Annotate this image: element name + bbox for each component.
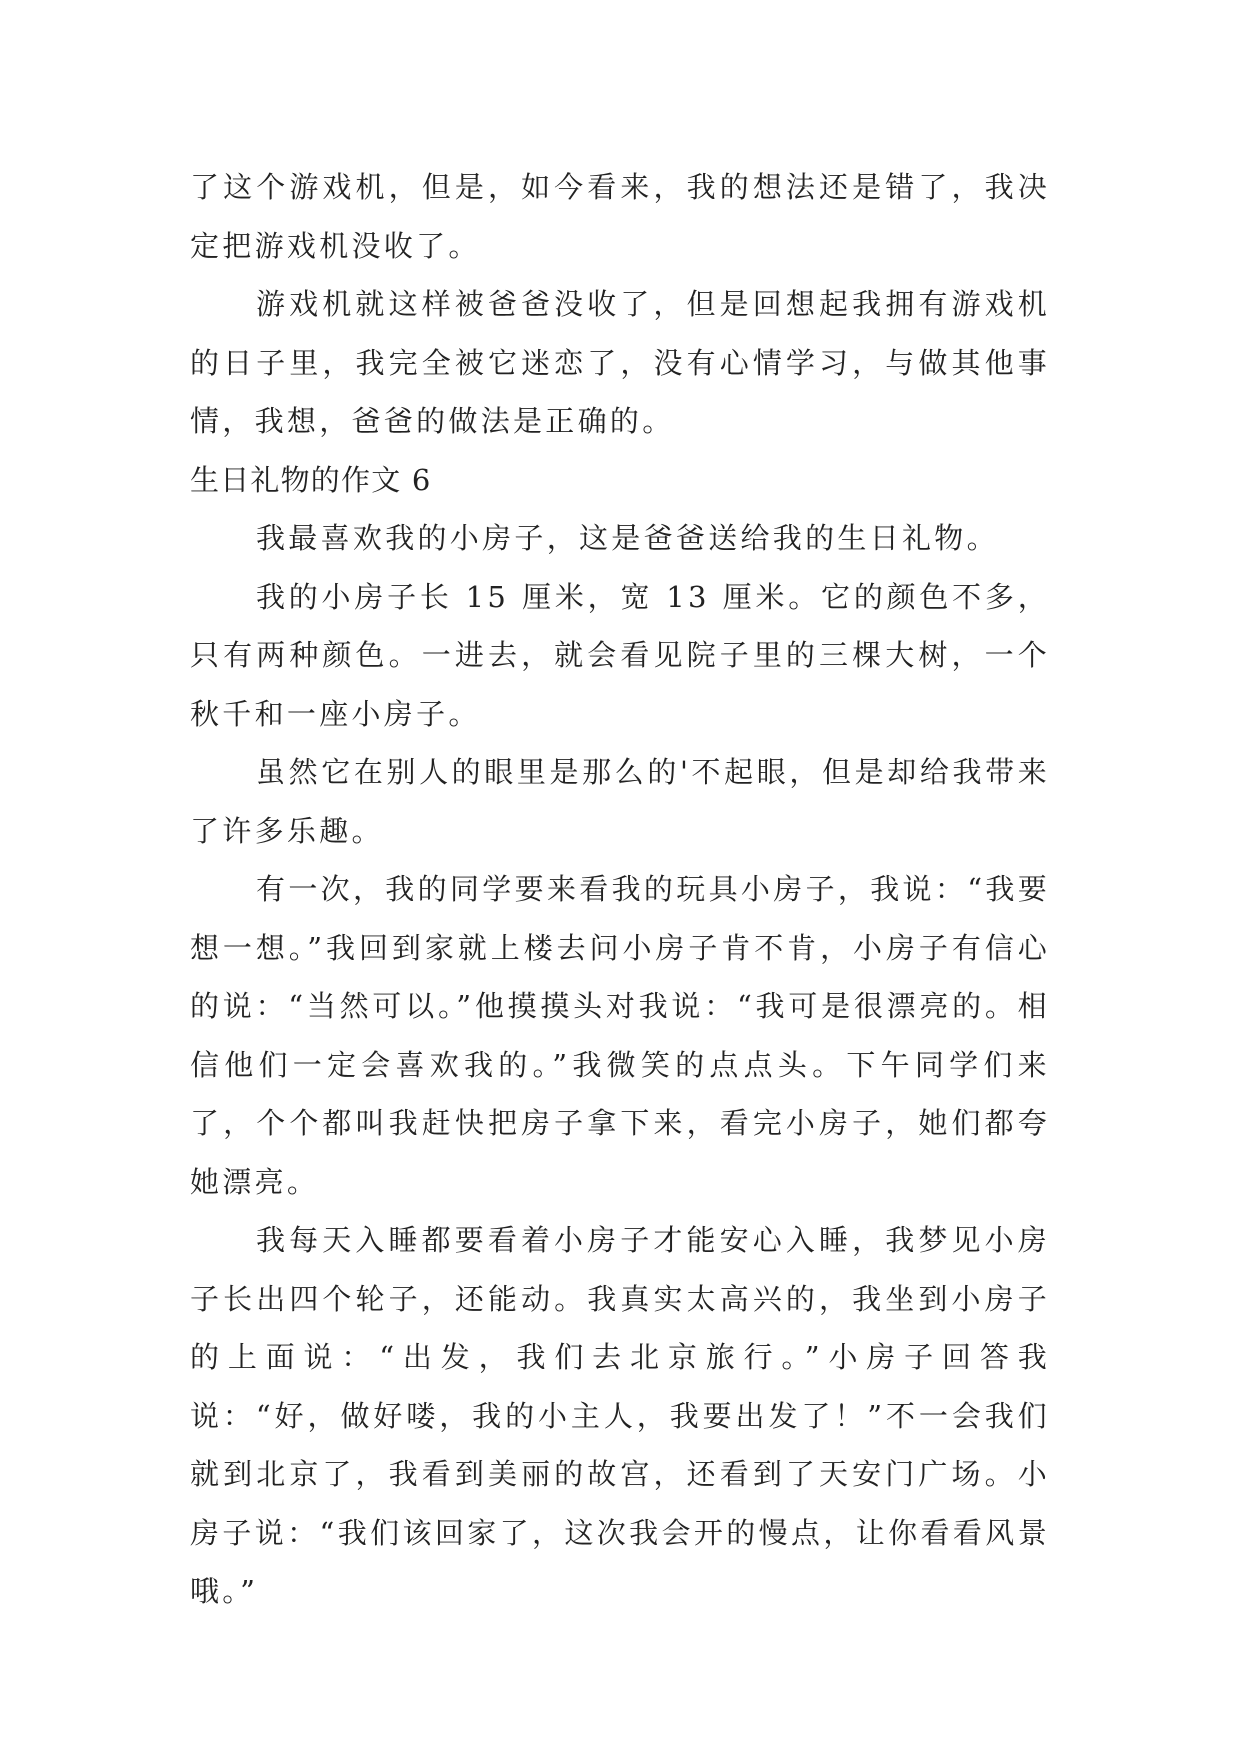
paragraph-favorite-house: 我最喜欢我的小房子，这是爸爸送给我的生日礼物。: [256, 521, 999, 555]
paragraph-house-size: 我的小房子长 15 厘米，宽 13 厘米。它的颜色不多，只有两种颜色。一进去，就会看见院子里的三棵大树，一个秋千和一座小房子。: [190, 579, 1050, 731]
document-body: [190, 158, 1050, 1621]
paragraph-game-confiscated: 游戏机就这样被爸爸没收了，但是回想起我拥有游戏机的日子里，我完全被它迷恋了，没有心情学习，与做其他事情，我想，爸爸的做法是正确的。: [190, 287, 1050, 438]
paragraph-continuation: 了这个游戏机，但是，如今看来，我的想法还是错了，我决定把游戏机没收了。: [190, 170, 1050, 263]
paragraph-house-joy: 虽然它在别人的眼里是那么的'不起眼，但是却给我带来了许多乐趣。: [190, 755, 1050, 848]
section-heading: 生日礼物的作文 6: [190, 462, 432, 497]
paragraph-classmates-visit: 有一次，我的同学要来看我的玩具小房子，我说：“我要想一想。”我回到家就上楼去问小房子肯不肯，小房子有信心的说：“当然可以。”他摸摸头对我说：“我可是很漂亮的。相信他们一定会喜欢我的。”我微笑的点点头。下午同学们来了，个个都叫我赶快把房子拿下来，看完小房子，她们都夸她漂亮。: [190, 872, 1050, 1199]
paragraph-dream-trip: 我每天入睡都要看着小房子才能安心入睡，我梦见小房子长出四个轮子，还能动。我真实太高兴的，我坐到小房子的上面说：“出发，我们去北京旅行。”小房子回答我说：“好，做好喽，我的小主人，我要出发了！”不一会我们就到北京了，我看到美丽的故宫，还看到了天安门广场。小房子说：“我们该回家了，这次我会开的慢点，让你看看风景哦。”: [190, 1223, 1050, 1608]
